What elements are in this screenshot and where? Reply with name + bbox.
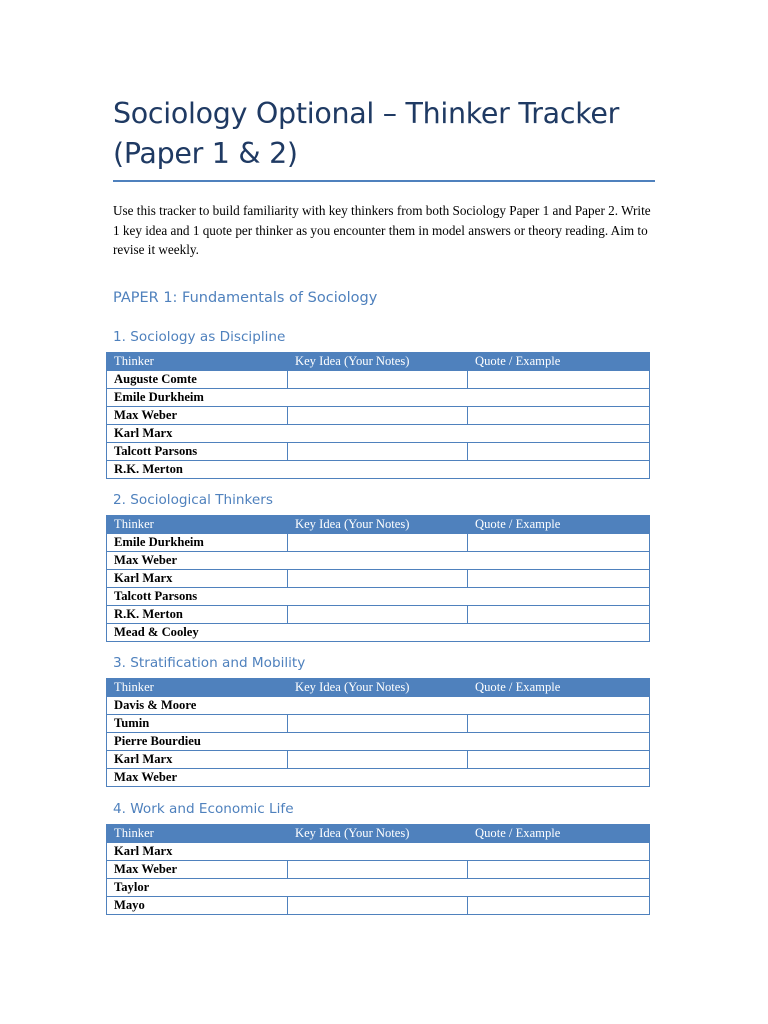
table-row — [107, 751, 650, 769]
table-header-row — [107, 353, 650, 371]
thinker-name: Max Weber — [107, 861, 288, 879]
col-key-idea-header: Key Idea (Your Notes) — [288, 679, 468, 697]
table-row — [107, 407, 650, 425]
col-quote-header: Quote / Example — [468, 679, 650, 697]
key-idea-cell[interactable] — [288, 570, 468, 588]
key-idea-cell[interactable] — [288, 897, 468, 915]
quote-cell[interactable] — [468, 897, 650, 915]
notes-cell[interactable] — [288, 425, 650, 443]
table-row — [107, 843, 650, 861]
col-quote-header: Quote / Example — [468, 825, 650, 843]
key-idea-cell[interactable] — [288, 443, 468, 461]
quote-cell[interactable] — [468, 751, 650, 769]
thinker-name: Max Weber — [107, 552, 288, 570]
col-quote-header: Quote / Example — [468, 516, 650, 534]
thinker-name: Pierre Bourdieu — [107, 733, 288, 751]
quote-cell[interactable] — [468, 606, 650, 624]
table-row — [107, 861, 650, 879]
notes-cell[interactable] — [288, 461, 650, 479]
thinker-name: Talcott Parsons — [107, 588, 288, 606]
thinker-name: Talcott Parsons — [107, 443, 288, 461]
thinker-name: Davis & Moore — [107, 697, 288, 715]
col-key-idea-header: Key Idea (Your Notes) — [288, 825, 468, 843]
section-heading-2: 2. Sociological Thinkers — [113, 492, 273, 508]
table-header-row — [107, 679, 650, 697]
col-quote-header: Quote / Example — [468, 353, 650, 371]
thinker-table-1 — [106, 352, 650, 479]
thinker-name: Karl Marx — [107, 843, 288, 861]
quote-cell[interactable] — [468, 861, 650, 879]
intro-paragraph: Use this tracker to build familiarity with key thinkers from both Sociology Paper 1 and Paper 2. Write 1 key idea and 1 quote per thinker as you encounter them in model answers or theory reading. Aim to revise it weekly. — [113, 203, 651, 257]
notes-cell[interactable] — [288, 697, 650, 715]
thinker-table-3 — [106, 678, 650, 787]
table-row — [107, 624, 650, 642]
table-row — [107, 552, 650, 570]
table-row — [107, 443, 650, 461]
thinker-table-4 — [106, 824, 650, 915]
col-thinker-header: Thinker — [107, 353, 288, 371]
table-header-row — [107, 516, 650, 534]
thinker-name: Auguste Comte — [107, 371, 288, 389]
section-heading-4: 4. Work and Economic Life — [113, 801, 294, 817]
thinker-name: Karl Marx — [107, 751, 288, 769]
table-row — [107, 461, 650, 479]
title-line-1: Sociology Optional – Thinker Tracker — [113, 97, 620, 130]
col-key-idea-header: Key Idea (Your Notes) — [288, 516, 468, 534]
quote-cell[interactable] — [468, 407, 650, 425]
thinker-table-2 — [106, 515, 650, 642]
title-underline — [113, 180, 655, 182]
table-row — [107, 879, 650, 897]
notes-cell[interactable] — [288, 879, 650, 897]
table-row — [107, 697, 650, 715]
col-thinker-header: Thinker — [107, 825, 288, 843]
thinker-name: R.K. Merton — [107, 461, 288, 479]
paper-heading: PAPER 1: Fundamentals of Sociology — [113, 290, 378, 306]
thinker-name: Karl Marx — [107, 425, 288, 443]
table-row — [107, 897, 650, 915]
table-row — [107, 588, 650, 606]
table-row — [107, 733, 650, 751]
quote-cell[interactable] — [468, 443, 650, 461]
table-row — [107, 425, 650, 443]
table-row — [107, 606, 650, 624]
notes-cell[interactable] — [288, 769, 650, 787]
table-row — [107, 769, 650, 787]
thinker-name: Karl Marx — [107, 570, 288, 588]
thinker-name: Tumin — [107, 715, 288, 733]
table-row — [107, 371, 650, 389]
title-line-2: (Paper 1 & 2) — [113, 137, 298, 170]
key-idea-cell[interactable] — [288, 715, 468, 733]
table-header-row — [107, 825, 650, 843]
notes-cell[interactable] — [288, 552, 650, 570]
key-idea-cell[interactable] — [288, 534, 468, 552]
key-idea-cell[interactable] — [288, 861, 468, 879]
document-title — [113, 94, 654, 174]
quote-cell[interactable] — [468, 534, 650, 552]
table-row — [107, 534, 650, 552]
thinker-name: Mayo — [107, 897, 288, 915]
thinker-name: Mead & Cooley — [107, 624, 288, 642]
table-row — [107, 715, 650, 733]
thinker-name: Emile Durkheim — [107, 534, 288, 552]
key-idea-cell[interactable] — [288, 407, 468, 425]
thinker-name: Max Weber — [107, 407, 288, 425]
thinker-name: Emile Durkheim — [107, 389, 288, 407]
notes-cell[interactable] — [288, 843, 650, 861]
section-heading-3: 3. Stratification and Mobility — [113, 655, 306, 671]
section-heading-1: 1. Sociology as Discipline — [113, 329, 286, 345]
table-row — [107, 570, 650, 588]
quote-cell[interactable] — [468, 715, 650, 733]
notes-cell[interactable] — [288, 733, 650, 751]
thinker-name: Max Weber — [107, 769, 288, 787]
key-idea-cell[interactable] — [288, 371, 468, 389]
notes-cell[interactable] — [288, 624, 650, 642]
col-thinker-header: Thinker — [107, 679, 288, 697]
notes-cell[interactable] — [288, 389, 650, 407]
col-key-idea-header: Key Idea (Your Notes) — [288, 353, 468, 371]
col-thinker-header: Thinker — [107, 516, 288, 534]
table-row — [107, 389, 650, 407]
thinker-name: Taylor — [107, 879, 288, 897]
key-idea-cell[interactable] — [288, 606, 468, 624]
quote-cell[interactable] — [468, 570, 650, 588]
key-idea-cell[interactable] — [288, 751, 468, 769]
notes-cell[interactable] — [288, 588, 650, 606]
quote-cell[interactable] — [468, 371, 650, 389]
thinker-name: R.K. Merton — [107, 606, 288, 624]
